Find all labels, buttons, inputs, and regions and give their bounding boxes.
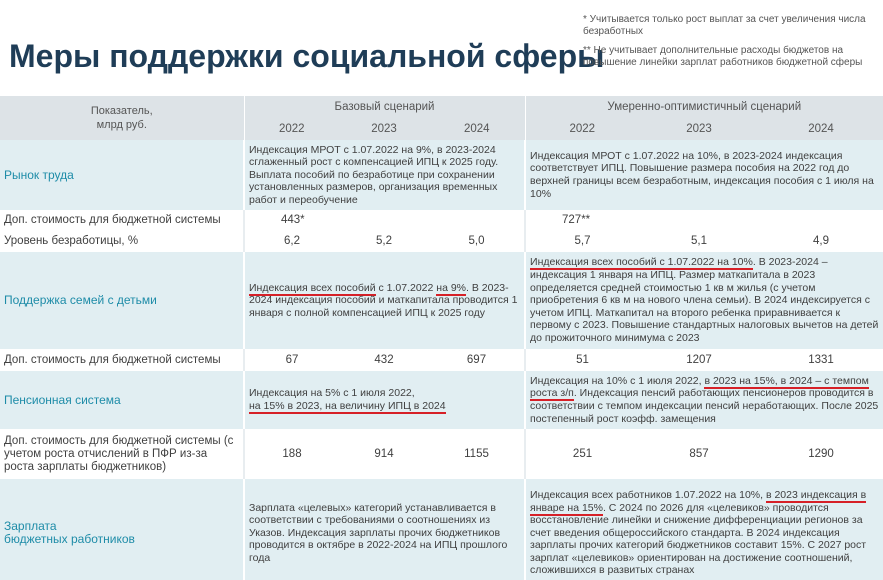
highlight: в 2023 индексация в январе на 15% [530, 488, 867, 514]
value-cell: 67 [244, 349, 339, 371]
table-row [0, 210, 883, 231]
table-row [0, 140, 883, 210]
table-row [0, 429, 883, 479]
pension-base-description: Индексация на 5% с 1 июля 2022, на 15% в 2023, на величину ИПЦ в 2024 [244, 371, 525, 429]
section-label-labor: Рынок труда [0, 140, 244, 210]
header-indicator: Показатель, млрд руб. [90, 105, 153, 131]
metric-label: Уровень безработицы, % [0, 231, 244, 252]
footnote-2: ** Не учитывает дополнительные расходы бюджетов на повышение линейки зарплат работников бюджетной сферы [583, 45, 863, 68]
page-title: Меры поддержки социальной сферы [9, 38, 605, 74]
header-year: 2024 [463, 122, 490, 135]
footnotes [583, 14, 883, 76]
value-cell: 1331 [759, 349, 883, 371]
header-year: 2024 [808, 122, 834, 135]
support-measures-table [0, 96, 883, 580]
header-optimistic-scenario: Умеренно-оптимистичный сценарий [525, 96, 883, 118]
header-year: 2023 [686, 122, 712, 135]
footnote-1: * Учитывается только рост выплат за счет увеличения числа безработных [583, 14, 866, 37]
labor-cost-base: 443* [244, 210, 525, 231]
section-label-pension: Пенсионная система [0, 371, 244, 429]
table-row [0, 349, 883, 371]
family-base-description: Индексация всех пособий с 1.07.2022 на 9%. В 2023-2024 индексация пособий и маткапитала проводится 1 января с полной компенсацией ИПЦ к 2025 году [244, 252, 525, 349]
pension-opt-description: Индексация на 10% с 1 июля 2022, в 2023 на 15%, в 2024 – с темпом роста з/п. Индексация пенсий работающих пенсионеров проводится в соответствии с темпом индексации пенсий неработающих. После 2025 постепенный рост коэфф. замещения [525, 371, 883, 429]
value-cell: 5,0 [429, 231, 525, 252]
highlight: на 9% [436, 281, 467, 294]
value-cell: 697 [429, 349, 525, 371]
value-cell: 1290 [759, 429, 883, 479]
metric-label: Доп. стоимость для бюджетной системы [0, 210, 244, 231]
value-cell: 1207 [639, 349, 759, 371]
value-cell: 6,2 [244, 231, 339, 252]
salary-base-description: Зарплата «целевых» категорий устанавливается в соответствии с требованиями о соотношениях из Указов. Индексация зарплаты прочих бюджетников проводится в октябре в 2022-2024 на ИПЦ прошлого года [244, 479, 525, 580]
family-opt-description: Индексация всех пособий с 1.07.2022 на 10%. В 2023-2024 – индексация 1 января на ИПЦ. Размер маткапитала в 2023 определяется средней стоимостью 1 кв м жилья (с учетом приобретения 6 кв м на нового члена семьи). В 2024 индексируется с учетом ИПЦ. Маткапитал на второго ребенка приравнивается к первому с 2023. Повышение стандартных налоговых вычетов на детей до прожиточного минимума с 2023 [525, 252, 883, 349]
labor-cost-opt: 727** [525, 210, 883, 231]
table-row [0, 371, 883, 429]
value-cell: 1155 [429, 429, 525, 479]
value-cell: 5,2 [339, 231, 429, 252]
highlight: Индексация всех пособий с 1.07.2022 на 10% [530, 256, 753, 269]
value-cell: 5,7 [525, 231, 639, 252]
value-cell: 251 [525, 429, 639, 479]
value-cell: 432 [339, 349, 429, 371]
value-cell: 914 [339, 429, 429, 479]
value-cell: 4,9 [759, 231, 883, 252]
highlight: на 15% в 2023, на величину ИПЦ в 2024 [249, 400, 446, 412]
section-label-family: Поддержка семей с детьми [0, 252, 244, 349]
value-cell: 857 [639, 429, 759, 479]
salary-opt-description: Индексация всех работников 1.07.2022 на 10%, в 2023 индексация в январе на 15%. С 2024 по 2026 для «целевиков» проводится восстановление линейки и снижение дифференциации регионов за счет введения общероссийского стандарта. В 2024 индексация зарплаты прочих категорий бюджетников составит 15%. С 2027 рост зарплат «целевиков» ориентирован на достижение соотношений, сложившихся в развитых странах [525, 479, 883, 580]
header-year: 2023 [371, 122, 397, 135]
labor-opt-description: Индексация МРОТ с 1.07.2022 на 10%, в 2023-2024 индексация соответствует ИПЦ. Повышение размера пособия на 2022 год до верхней границы всем безработным, индексация пособия с 1 июля на 10% [525, 140, 883, 210]
table-row [0, 479, 883, 580]
value-cell: 5,1 [639, 231, 759, 252]
highlight: в 2023 на 15%, в 2024 – с темпом роста з/п [530, 374, 869, 400]
header-year: 2022 [525, 118, 639, 140]
labor-base-description: Индексация МРОТ с 1.07.2022 на 9%, в 2023-2024 сглаженный рост с компенсацией ИПЦ к 2025 году. Выплата пособий по безработице при сохранении установленных размеров, организация временных работ и переобучение [244, 140, 525, 210]
highlight: Индексация всех пособий [249, 281, 376, 294]
header-year: 2022 [244, 118, 339, 140]
value-cell: 51 [525, 349, 639, 371]
table-row [0, 231, 883, 252]
header-base-scenario: Базовый сценарий [244, 96, 525, 118]
section-label-salary: Зарплата бюджетных работников [0, 479, 244, 580]
metric-label: Доп. стоимость для бюджетной системы (с учетом роста отчислений в ПФР из-за роста зарплаты бюджетников) [0, 429, 244, 479]
value-cell: 188 [244, 429, 339, 479]
metric-label: Доп. стоимость для бюджетной системы [0, 349, 244, 371]
table-row [0, 252, 883, 349]
